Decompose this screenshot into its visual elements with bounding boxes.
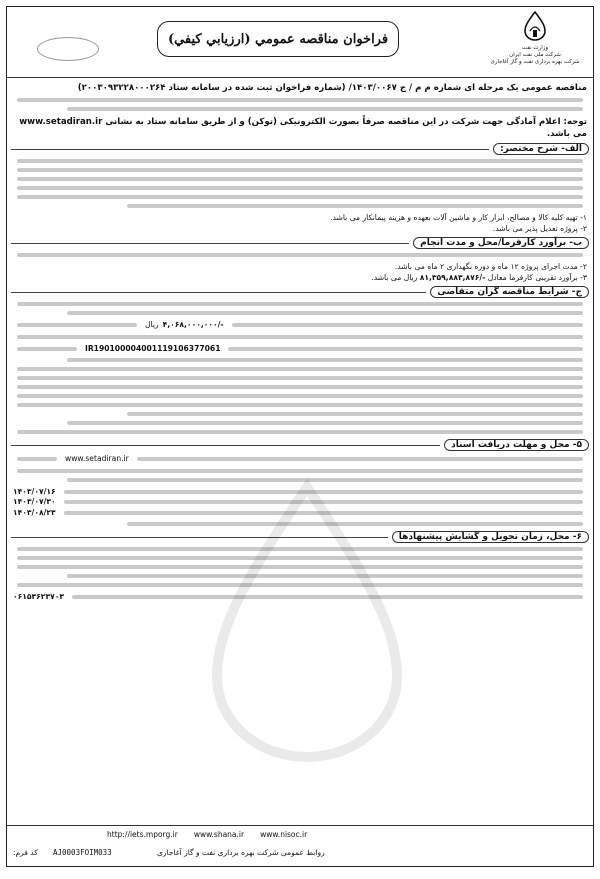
section-h-heading (11, 531, 589, 543)
text-line-placeholder (17, 403, 583, 407)
footer-url-shana[interactable]: www.shana.ir (193, 830, 245, 839)
text-line-placeholder (17, 430, 583, 434)
d-date-line-3 (7, 508, 593, 519)
text-line-placeholder (67, 358, 583, 362)
footer-urls (107, 830, 307, 839)
text-line-placeholder (17, 347, 77, 351)
text-line-placeholder (17, 302, 583, 306)
notice-suffix: می باشد. (546, 129, 587, 139)
deposit-amount: ۴,۰۶۸,۰۰۰,۰۰۰/- (162, 320, 224, 329)
text-line-placeholder (17, 385, 583, 389)
notice-header (7, 7, 593, 78)
section-j-label: ج- شرایط مناقصه گران متقاضی (430, 286, 589, 298)
text-line-placeholder (17, 394, 583, 398)
section-b-label: ب- برآورد کارفرما/محل و مدت انجام (413, 237, 589, 249)
account-number: IR190100004001119106377061 (85, 343, 221, 353)
text-line-placeholder (17, 376, 583, 380)
d-date-line-2 (7, 497, 593, 508)
d-date-1: ۱۴۰۳/۰۷/۱۶ (13, 486, 56, 496)
footer-url-iets[interactable]: http://iets.mporg.ir (107, 830, 178, 839)
text-line-placeholder (17, 556, 583, 560)
d-date-line-1 (7, 487, 593, 498)
section-j-heading (11, 286, 589, 298)
footer-code-label: کد فرم: (13, 848, 38, 857)
text-line-placeholder (64, 500, 583, 504)
section-h-label: ۶- محل، زمان تحویل و گشایش پیشنهادها (392, 531, 589, 543)
estimate-unit: ریال می باشد. (371, 272, 418, 282)
company-logo (485, 11, 585, 66)
text-line-placeholder (17, 457, 57, 461)
section-rule (11, 243, 409, 244)
d-url-line (7, 454, 593, 465)
section-rule (11, 292, 426, 293)
text-line-placeholder (17, 168, 583, 172)
notice-url-link[interactable]: www.setadiran.ir (19, 117, 103, 127)
text-line-placeholder (17, 159, 583, 163)
text-line-placeholder (228, 347, 583, 351)
text-line-placeholder (17, 195, 583, 199)
text-line-placeholder (64, 511, 583, 515)
d-date-3: ۱۴۰۳/۰۸/۲۳ (13, 507, 56, 517)
text-line-placeholder (17, 253, 583, 257)
deposit-line (7, 320, 593, 331)
deposit-unit: ریال (145, 320, 159, 329)
contact-phone: ۰۶۱۵۳۶۲۳۷۰۳ (13, 592, 64, 601)
footer-url-nisoc[interactable]: www.nisoc.ir (260, 830, 308, 839)
text-line-placeholder (17, 583, 583, 587)
text-line-placeholder (17, 323, 137, 327)
footer-public-relations: روابط عمومی شرکت بهره برداری نفت و گاز آغاجاری (157, 848, 325, 857)
section-rule (11, 537, 388, 538)
notice-title: فراخوان مناقصه عمومي (ارزيابي كيفي) (157, 21, 399, 57)
notice-footer (7, 825, 593, 866)
text-line-placeholder (127, 412, 583, 416)
logo-line-company: شرکت بهره برداری نفت و گاز آغاجاری (490, 59, 580, 65)
tender-notice-page (6, 6, 594, 867)
section-alef-heading (11, 143, 589, 155)
section-rule (11, 445, 440, 446)
text-line-placeholder (17, 177, 583, 181)
text-line-placeholder (67, 311, 583, 315)
text-line-placeholder (17, 335, 583, 339)
text-line-placeholder (17, 186, 583, 190)
text-line-placeholder (67, 421, 583, 425)
account-line (7, 344, 593, 355)
decorative-stamp (37, 37, 99, 61)
text-line-placeholder (72, 595, 583, 599)
text-line-placeholder (67, 478, 583, 482)
d-section-url-link[interactable]: www.setadiran.ir (65, 454, 129, 463)
text-line-placeholder (127, 522, 583, 526)
footer-form-code: AJ0003FOIM033 (53, 848, 112, 857)
section-b-heading (11, 237, 589, 249)
text-line-placeholder (232, 323, 583, 327)
electronic-notice (7, 116, 593, 140)
section-alef-label: الف- شرح مختصر: (493, 143, 589, 155)
logo-line-nioc: شرکت ملی نفت ایران (509, 52, 561, 58)
alef-item-1: ۱- تهیه کلیه کالا و مصالح، ابزار کار و ماشین آلات بعهده و هزینه پیمانکار می باشد. (330, 213, 587, 222)
section-d-label: ۵- محل و مهلت دریافت اسناد (444, 439, 589, 451)
notice-prefix: توجه: اعلام آمادگی جهت شرکت در این مناقصه صرفاً بصورت الکترونیکی (توکن) و از طریق سامانه ستاد به نشانی (105, 117, 587, 127)
text-line-placeholder (17, 367, 583, 371)
h-phone-line (7, 592, 593, 603)
b-item-duration: ۲- مدت اجرای پروژه ۱۲ ماه و دوره نگهداری ۲ ماه می باشد. (394, 262, 587, 271)
text-line-placeholder (17, 469, 583, 473)
text-line-placeholder (67, 107, 583, 111)
text-line-placeholder (17, 547, 583, 551)
estimate-label: ۳- برآورد تقریبی کارفرما معادل (487, 272, 587, 282)
tender-headline: مناقصه عمومی یک مرحله ای شماره م م / ج ۱۴۰۳/۰۰۶۷/ (شماره فراخوان ثبت شده در سامانه ستاد ۲۰۰۳۰۹۳۲۲۸۰۰۰۲۶۴) (77, 83, 587, 93)
text-line-placeholder (137, 457, 583, 461)
section-rule (11, 149, 489, 150)
logo-line-ministry: وزارت نفت (521, 45, 549, 51)
text-line-placeholder (67, 574, 583, 578)
estimate-value: ۸۱,۳۵۹,۸۸۳,۸۷۶/- (419, 272, 486, 282)
alef-item-2: ۲- پروژه تعدیل پذیر می باشد. (492, 223, 587, 233)
text-line-placeholder (127, 204, 583, 208)
text-line-placeholder (17, 98, 583, 102)
b-item-estimate (7, 273, 593, 284)
text-line-placeholder (17, 565, 583, 569)
d-date-2: ۱۴۰۳/۰۷/۳۰ (13, 497, 56, 506)
oil-company-logo-icon (522, 11, 548, 41)
section-d-heading (11, 439, 589, 451)
text-line-placeholder (64, 490, 583, 494)
